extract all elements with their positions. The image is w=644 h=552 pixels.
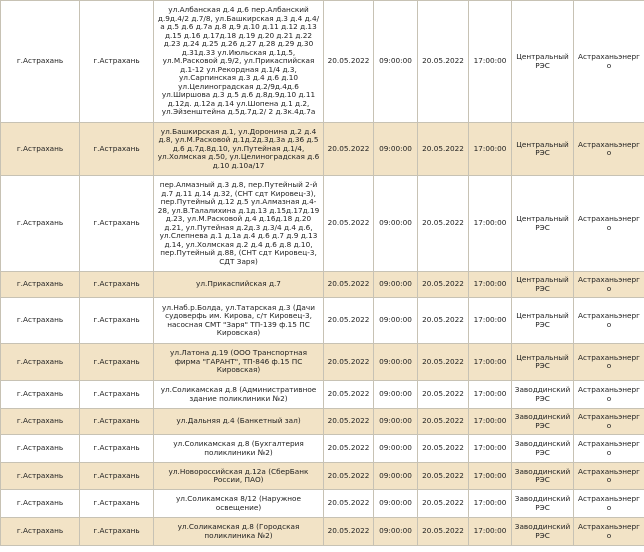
end-date-cell: 20.05.2022 xyxy=(418,123,469,176)
city-cell: г.Астрахань xyxy=(1,435,80,463)
start-time-cell: 09:00:00 xyxy=(374,344,418,381)
address-cell: ул.Албанская д.4 д.6 пер.Албанский д.9д.4/2 д.7/8, ул.Башкирская д.3 д.4 д.4/ а д.5 д.6 д.7а д.8 д.9 д.10 д.11 д.12 д.13 д.15 д.16 д.17д.18 д.19 д.20 д.21 д.22 д.23 д.24 д.25 д.26 д.27 д.28 д.29 д.30 д.31д.33 ул.Июльская д.1д.5, ул.М.Расковой д.9/2, ул.Прикаспийская д.1-12 ул.Рекордная д.1/4 д.3, ул.Сарпинская д.3 д.4 д.6 д.10 ул.Целиноградская д.2/9д.4д.6 ул.Ширшова д.3 д.5 д.6 д.8д.9д.10 д.11 д.12д. д.12а д.14 ул.Шопена д.1 д.2, ул.Эйзенштейна д.5д.7д.2/ 2 д.3к.4д.7а xyxy=(154,1,324,123)
table-row xyxy=(1,435,644,463)
end-date-cell: 20.05.2022 xyxy=(418,176,469,272)
district-cell: Заводдинский РЭС xyxy=(512,435,574,463)
locality-cell: г.Астрахань xyxy=(80,272,154,298)
start-date-cell: 20.05.2022 xyxy=(324,344,374,381)
end-time-cell: 17:00:00 xyxy=(469,344,512,381)
end-date-cell: 20.05.2022 xyxy=(418,435,469,463)
address-cell: ул.Башкирская д.1, ул.Доронина д.2 д.4 д.8, ул.М.Расковой д.1д.2д.3д.3а д.36 д.5 д.6 д.7д.8д.10, ул.Путейная д.1/4, ул.Холмская д.50, ул.Целиноградская д.6 д.10 д.10а/17 xyxy=(154,123,324,176)
table-row xyxy=(1,272,644,298)
company-cell: Астраханьэнерго xyxy=(574,298,644,344)
district-cell: Центральный РЭС xyxy=(512,272,574,298)
city-cell: г.Астрахань xyxy=(1,176,80,272)
start-time-cell: 09:00:00 xyxy=(374,518,418,546)
district-cell: Заводдинский РЭС xyxy=(512,409,574,435)
end-time-cell: 17:00:00 xyxy=(469,463,512,490)
locality-cell: г.Астрахань xyxy=(80,344,154,381)
table-row xyxy=(1,1,644,123)
end-time-cell: 17:00:00 xyxy=(469,272,512,298)
start-time-cell: 09:00:00 xyxy=(374,381,418,409)
start-time-cell: 09:00:00 xyxy=(374,1,418,123)
district-cell: Заводдинский РЭС xyxy=(512,381,574,409)
start-date-cell: 20.05.2022 xyxy=(324,1,374,123)
locality-cell: г.Астрахань xyxy=(80,1,154,123)
start-time-cell: 09:00:00 xyxy=(374,176,418,272)
address-cell: ул.Дальняя д.4 (Банкетный зал) xyxy=(154,409,324,435)
city-cell: г.Астрахань xyxy=(1,463,80,490)
table-row xyxy=(1,518,644,546)
city-cell: г.Астрахань xyxy=(1,344,80,381)
table-row xyxy=(1,298,644,344)
end-time-cell: 17:00:00 xyxy=(469,1,512,123)
company-cell: Астраханьэнерго xyxy=(574,463,644,490)
city-cell: г.Астрахань xyxy=(1,381,80,409)
start-date-cell: 20.05.2022 xyxy=(324,381,374,409)
table-row xyxy=(1,344,644,381)
city-cell: г.Астрахань xyxy=(1,490,80,518)
district-cell: Центральный РЭС xyxy=(512,176,574,272)
table-body xyxy=(1,1,644,546)
city-cell: г.Астрахань xyxy=(1,1,80,123)
address-cell: ул.Новороссийская д.12а (СберБанк России, ПАО) xyxy=(154,463,324,490)
end-time-cell: 17:00:00 xyxy=(469,518,512,546)
start-date-cell: 20.05.2022 xyxy=(324,176,374,272)
table-row xyxy=(1,463,644,490)
district-cell: Заводдинский РЭС xyxy=(512,490,574,518)
start-date-cell: 20.05.2022 xyxy=(324,298,374,344)
company-cell: Астраханьэнерго xyxy=(574,518,644,546)
locality-cell: г.Астрахань xyxy=(80,123,154,176)
end-date-cell: 20.05.2022 xyxy=(418,490,469,518)
table-row xyxy=(1,176,644,272)
end-date-cell: 20.05.2022 xyxy=(418,381,469,409)
company-cell: Астраханьэнерго xyxy=(574,409,644,435)
city-cell: г.Астрахань xyxy=(1,298,80,344)
end-time-cell: 17:00:00 xyxy=(469,176,512,272)
district-cell: Заводдинский РЭС xyxy=(512,518,574,546)
city-cell: г.Астрахань xyxy=(1,123,80,176)
company-cell: Астраханьэнерго xyxy=(574,1,644,123)
start-date-cell: 20.05.2022 xyxy=(324,272,374,298)
district-cell: Заводдинский РЭС xyxy=(512,463,574,490)
locality-cell: г.Астрахань xyxy=(80,381,154,409)
locality-cell: г.Астрахань xyxy=(80,409,154,435)
address-cell: ул.Соликамская д.8 (Городская поликлиника №2) xyxy=(154,518,324,546)
address-cell: ул.Соликамская д.8 (Административное здание поликлиники №2) xyxy=(154,381,324,409)
address-cell: ул.Наб.р.Болда, ул.Татарская д.3 (Дачи судоверфь им. Кирова, с/т Кировец-3, насосная СМТ "Заря" ТП-139 ф.15 ПС Кировская) xyxy=(154,298,324,344)
end-date-cell: 20.05.2022 xyxy=(418,518,469,546)
city-cell: г.Астрахань xyxy=(1,518,80,546)
company-cell: Астраханьэнерго xyxy=(574,123,644,176)
address-cell: ул.Соликамская д.8 (Бухгалтерия поликлиники №2) xyxy=(154,435,324,463)
district-cell: Центральный РЭС xyxy=(512,123,574,176)
table-row xyxy=(1,381,644,409)
locality-cell: г.Астрахань xyxy=(80,176,154,272)
locality-cell: г.Астрахань xyxy=(80,490,154,518)
start-date-cell: 20.05.2022 xyxy=(324,435,374,463)
city-cell: г.Астрахань xyxy=(1,272,80,298)
address-cell: ул.Соликамская 8/12 (Наружное освещение) xyxy=(154,490,324,518)
locality-cell: г.Астрахань xyxy=(80,518,154,546)
address-cell: пер.Алмазный д.3 д.8, пер.Путейный 2-й д.7 д.11 д.14 д.32, (СНТ сдт Кировец-3), пер.Путейный д.12 д.5 ул.Алмазная д.4-28, ул.В.Талалихина д.1д.13 д.15д.17д.19 д.23, ул.М.Расковой д.4 д.16д.18 д.20 д.21, ул.Путейная д.2д.3 д.3/4 д.4 д.6, ул.Слепнева д.1 д.1а д.4 д.6 д.7 д.9 д.13 д.14, ул.Холмская д.2 д.4 д.6 д.8 д.10, пер.Путейный д.88, (СНТ сдт Кировец-3, СДТ Заря) xyxy=(154,176,324,272)
district-cell: Центральный РЭС xyxy=(512,298,574,344)
city-cell: г.Астрахань xyxy=(1,409,80,435)
locality-cell: г.Астрахань xyxy=(80,298,154,344)
start-time-cell: 09:00:00 xyxy=(374,490,418,518)
locality-cell: г.Астрахань xyxy=(80,435,154,463)
company-cell: Астраханьэнерго xyxy=(574,490,644,518)
company-cell: Астраханьэнерго xyxy=(574,272,644,298)
start-time-cell: 09:00:00 xyxy=(374,463,418,490)
table-row xyxy=(1,490,644,518)
company-cell: Астраханьэнерго xyxy=(574,344,644,381)
end-date-cell: 20.05.2022 xyxy=(418,1,469,123)
start-time-cell: 09:00:00 xyxy=(374,123,418,176)
district-cell: Центральный РЭС xyxy=(512,344,574,381)
end-time-cell: 17:00:00 xyxy=(469,435,512,463)
start-time-cell: 09:00:00 xyxy=(374,298,418,344)
end-time-cell: 17:00:00 xyxy=(469,123,512,176)
start-date-cell: 20.05.2022 xyxy=(324,490,374,518)
end-date-cell: 20.05.2022 xyxy=(418,344,469,381)
company-cell: Астраханьэнерго xyxy=(574,381,644,409)
end-time-cell: 17:00:00 xyxy=(469,381,512,409)
start-time-cell: 09:00:00 xyxy=(374,272,418,298)
address-cell: ул.Латона д.19 (ООО Транспортная фирма "ГАРАНТ", ТП-846 ф.15 ПС Кировская) xyxy=(154,344,324,381)
table-row xyxy=(1,409,644,435)
locality-cell: г.Астрахань xyxy=(80,463,154,490)
table-row xyxy=(1,123,644,176)
district-cell: Центральный РЭС xyxy=(512,1,574,123)
address-cell: ул.Прикаспийская д.7 xyxy=(154,272,324,298)
end-time-cell: 17:00:00 xyxy=(469,409,512,435)
start-date-cell: 20.05.2022 xyxy=(324,409,374,435)
start-time-cell: 09:00:00 xyxy=(374,435,418,463)
end-date-cell: 20.05.2022 xyxy=(418,409,469,435)
start-date-cell: 20.05.2022 xyxy=(324,518,374,546)
end-time-cell: 17:00:00 xyxy=(469,298,512,344)
company-cell: Астраханьэнерго xyxy=(574,435,644,463)
end-date-cell: 20.05.2022 xyxy=(418,272,469,298)
start-date-cell: 20.05.2022 xyxy=(324,123,374,176)
start-date-cell: 20.05.2022 xyxy=(324,463,374,490)
end-date-cell: 20.05.2022 xyxy=(418,463,469,490)
start-time-cell: 09:00:00 xyxy=(374,409,418,435)
end-time-cell: 17:00:00 xyxy=(469,490,512,518)
company-cell: Астраханьэнерго xyxy=(574,176,644,272)
end-date-cell: 20.05.2022 xyxy=(418,298,469,344)
